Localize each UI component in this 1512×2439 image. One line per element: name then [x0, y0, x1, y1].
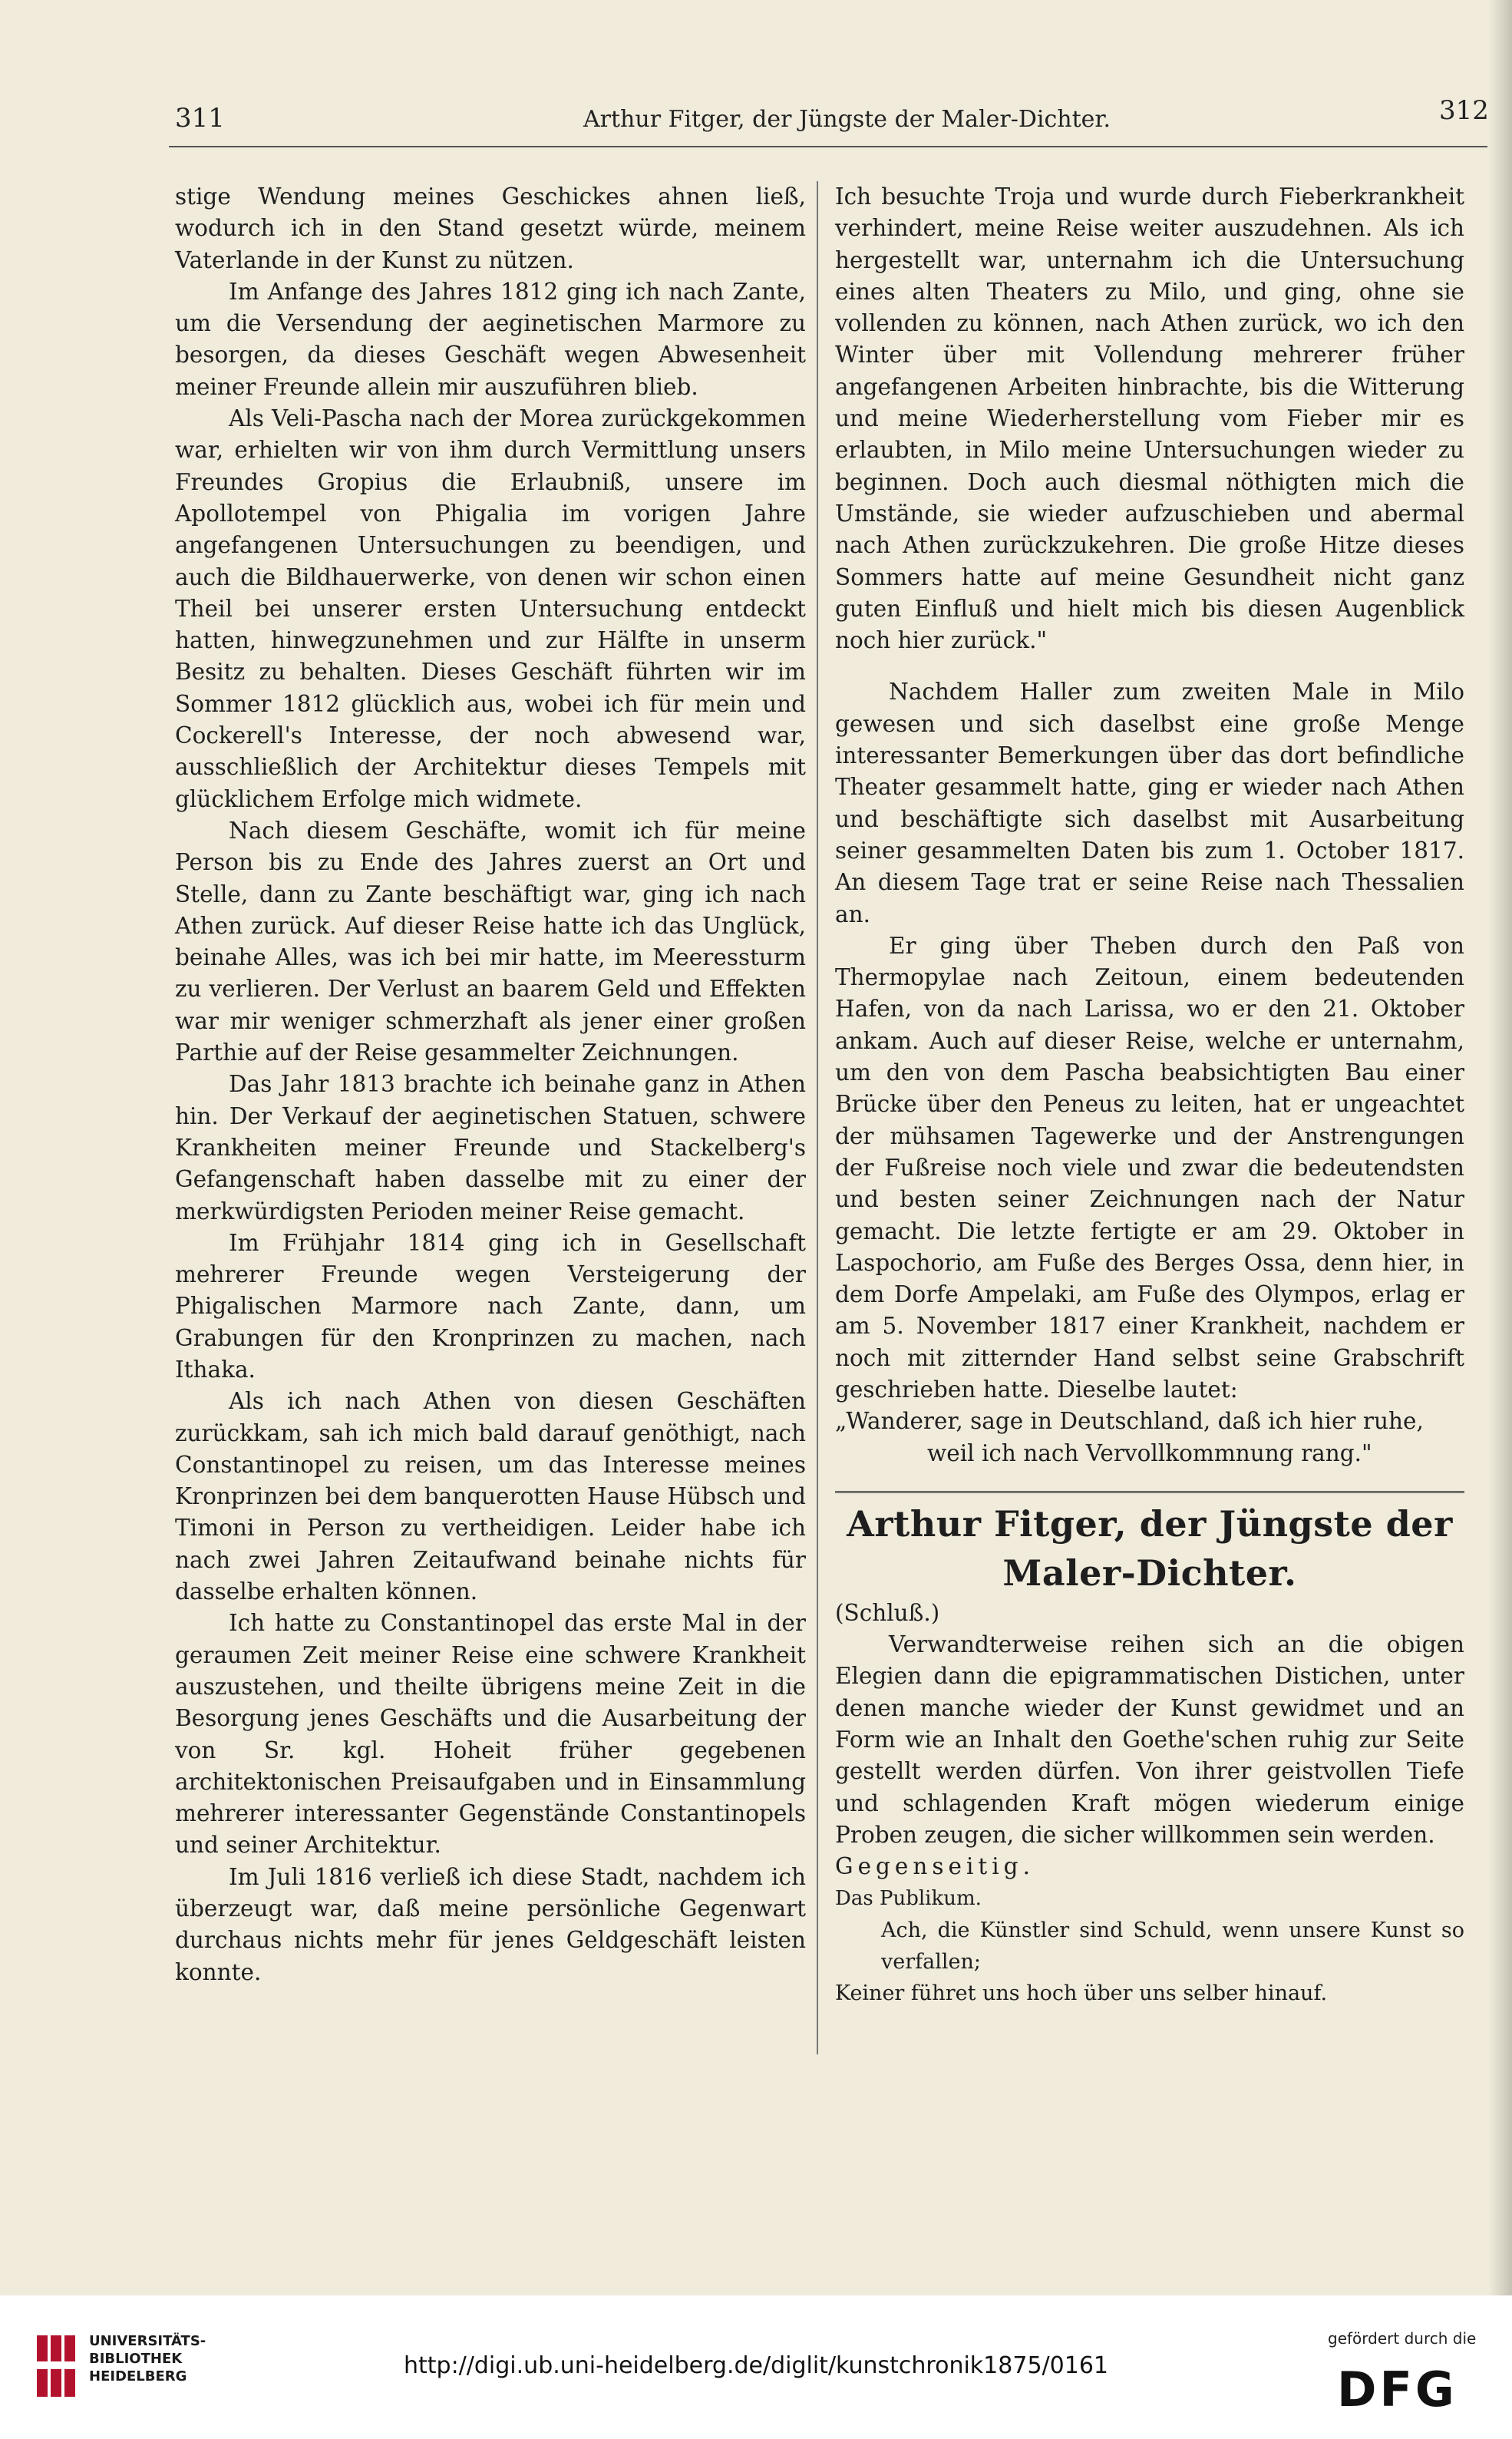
paragraph: Als Veli-Pascha nach der Morea zurückgekommen war, erhielten wir von ihm durch Vermittlung unsers Freundes Gropius die Erlaubniß, unsere im Apollotempel von Phigalia im vorigen Jahre angefangenen Untersuchungen zu beendigen, und auch die Bildhauerwerke, von denen wir schon einen Theil bei unserer ersten Untersuchung entdeckt hatten, hinwegzunehmen und zur Hälfte in unserm Besitz zu behalten. Dieses Geschäft führten wir im Sommer 1812 glücklich aus, wobei ich für mein und Cockerell's Interesse, der noch abwesend war, ausschließlich der Architektur dieses Tempels mit glücklichem Erfolge mich widmete.: [175, 405, 806, 812]
paragraph: Verwandterweise reihen sich an die obigen Elegien dann die epigrammatischen Distichen, unter denen manche wieder der Kunst gewidmet und an Form wie an Inhalt den Goethe'schen ruhig zur Seite gestellt werden dürfen. Von ihrer geistvollen Tiefe und schlagenden Kraft mögen wiederum einige Proben zeugen, die sicher willkommen sein werden.: [835, 1631, 1464, 1848]
article-title: Arthur Fitger, der Jüngste der Maler-Dichter.: [847, 1502, 1453, 1594]
header-rule: [169, 146, 1487, 147]
funded-by-label: gefördert durch die: [1328, 2329, 1477, 2348]
poem-speaker: Das Publikum.: [835, 1886, 982, 1910]
epitaph-line: weil ich nach Vervollkommnung rang.": [927, 1439, 1372, 1466]
paragraph: Als ich nach Athen von diesen Geschäften zurückkam, sah ich mich bald darauf genöthigt, nach Constantinopel zu reisen, um das Interesse meines Kronprinzen bei dem banquerotten Hause Hübsch und Timoni in Person zu vertheidigen. Leider habe ich nach zwei Jahren Zeitaufwand beinahe nichts für dasselbe erhalten können.: [175, 1388, 806, 1605]
paragraph: Im Frühjahr 1814 ging ich in Gesellschaft mehrerer Freunde wegen Versteigerung der Phigalischen Marmore nach Zante, dann, um Grabungen für den Kronprinzen zu machen, nach Ithaka.: [175, 1229, 806, 1383]
paragraph: stige Wendung meines Geschickes ahnen ließ, wodurch ich in den Stand gesetzt würde, meinem Vaterlande in der Kunst zu nützen.: [175, 183, 806, 273]
verse-line: Keiner führet uns hoch über uns selber hinauf.: [835, 1981, 1328, 2006]
page-number-right: 312: [1439, 95, 1489, 126]
paragraph: Im Anfange des Jahres 1812 ging ich nach Zante, um die Versendung der aeginetischen Marmore zu besorgen, da dieses Geschäft wegen Abwesenheit meiner Freunde allein mir auszuführen blieb.: [175, 278, 806, 400]
paragraph: Ich hatte zu Constantinopel das erste Mal in der geraumen Zeit meiner Reise eine schwere Krankheit auszustehen, und theilte übrigens meine Zeit in die Besorgung jenes Geschäfts und die Ausarbeitung der von Sr. kgl. Hoheit früher gegebenen architektonischen Preisaufgaben und in Einsammlung mehrerer interessanter Gegenstände Constantinopels und seiner Architektur.: [175, 1610, 806, 1859]
epitaph-line: „Wanderer, sage in Deutschland, daß ich hier ruhe,: [835, 1408, 1424, 1435]
verse-line: Ach, die Künstler sind Schuld, wenn unsere Kunst so verfallen;: [881, 1918, 1464, 1975]
right-column: [835, 181, 1464, 2010]
page-number-left: 311: [175, 103, 225, 134]
running-title: Arthur Fitger, der Jüngste der Maler-Dichter.: [583, 106, 1111, 133]
paragraph: Das Jahr 1813 brachte ich beinahe ganz in Athen hin. Der Verkauf der aeginetischen Statuen, schwere Krankheiten meiner Freunde und Stackelberg's Gefangenschaft haben dasselbe mit zu einer der merkwürdigsten Perioden meiner Reise gemacht.: [175, 1071, 806, 1224]
paragraph: Ich besuchte Troja und wurde durch Fieberkrankheit verhindert, meine Reise weiter auszudehnen. Als ich hergestellt war, unternahm ich die Untersuchung eines alten Theaters zu Milo, und ging, ohne sie vollenden zu können, nach Athen zurück, wo ich den Winter über mit Vollendung mehrerer früher angefangenen Arbeiten hinbrachte, bis die Witterung und meine Wiederherstellung vom Fieber mir es erlaubten, in Milo meine Untersuchungen wieder zu beginnen. Doch auch diesmal nöthigten mich die Umstände, sie wieder aufzuschieben und abermal nach Athen zurückzukehren. Die große Hitze dieses Sommers hatte auf meine Gesundheit nicht ganz guten Einfluß und hielt mich bis diesen Augenblick noch hier zurück.": [835, 183, 1464, 654]
document-url[interactable]: http://digi.ub.uni-heidelberg.de/diglit/kunstchronik1875/0161: [403, 2352, 1108, 2379]
footer: [0, 2295, 1512, 2439]
library-name: UNIVERSITÄTS- BIBLIOTHEK HEIDELBERG: [89, 2333, 206, 2384]
section-rule: [835, 1491, 1464, 1493]
paragraph: Nachdem Haller zum zweiten Male in Milo gewesen und sich daselbst eine große Menge interessanter Bemerkungen über das dort befindliche Theater gesammelt hatte, ging er wieder nach Athen und beschäftigte sich daselbst mit Ausarbeitung seiner gesammelten Daten bis zum 1. October 1817. An diesem Tage trat er seine Reise nach Thessalien an.: [835, 679, 1464, 927]
paragraph: Im Juli 1816 verließ ich diese Stadt, nachdem ich überzeugt war, daß meine persönliche Gegenwart durchaus nichts mehr für jenes Geldgeschäft leisten konnte.: [175, 1863, 806, 1985]
column-divider: [817, 181, 818, 2054]
dfg-logo: DFG: [1337, 2361, 1458, 2418]
article-subtitle: (Schluß.): [835, 1599, 940, 1626]
paragraph: Er ging über Theben durch den Paß von Thermopylae nach Zeitoun, einem bedeutenden Hafen, von da nach Larissa, wo er den 21. Oktober ankam. Auch auf dieser Reise, welche er unternahm, um den von dem Pascha beabsichtigten Bau einer Brücke über den Peneus zu leiten, hat er ungeachtet der mühsamen Tagewerke und der Anstrengungen der Fußreise noch viele und zwar die bedeutendsten und besten seiner Zeichnungen nach der Natur gemacht. Die letzte fertigte er am 29. Oktober in Laspochorio, am Fuße des Berges Ossa, denn hier, in dem Dorfe Ampelaki, am Fuße des Olympos, erlag er am 5. November 1817 einer Krankheit, nachdem er noch mit zitternder Hand selbst seine Grabschrift geschrieben hatte. Dieselbe lautet:: [835, 932, 1464, 1403]
left-column: [175, 181, 806, 1988]
paragraph: Nach diesem Geschäfte, womit ich für meine Person bis zu Ende des Jahres zuerst an Ort und Stelle, dann zu Zante beschäftigt war, ging ich nach Athen zurück. Auf dieser Reise hatte ich das Unglück, beinahe Alles, was ich bei mir hatte, im Meeressturm zu verlieren. Der Verlust an baarem Geld und Effekten war mir weniger schmerzhaft als jener einer großen Parthie auf der Reise gesammelter Zeichnungen.: [175, 817, 806, 1066]
poem-title: Gegenseitig.: [835, 1853, 1035, 1880]
